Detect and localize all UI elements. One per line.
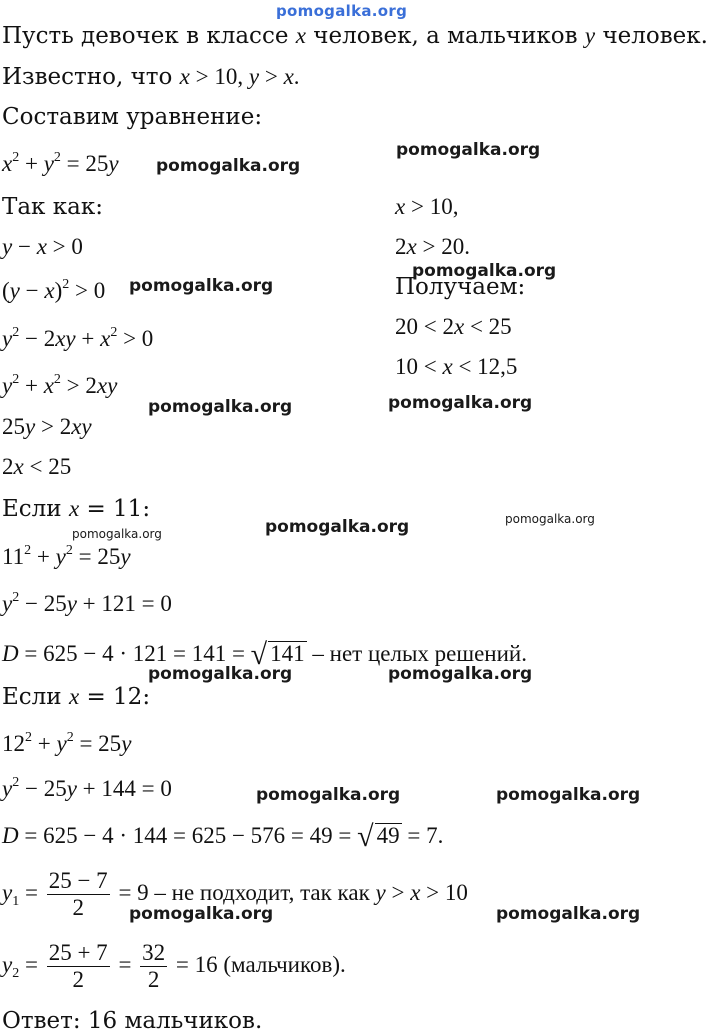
equation-main: $x^2 + y^2 = 25y$ bbox=[2, 150, 119, 176]
right-10-x-12-5: 10 < x < 12,5 bbox=[395, 354, 518, 379]
sqrt-141: 141 bbox=[270, 641, 305, 666]
root-y1: $y_1$ = $\frac{25 - 7}{2}$ = 9 – не подходит, так как y > x > 10 bbox=[2, 868, 468, 920]
right-20-2x-25: 20 < 2x < 25 bbox=[395, 314, 512, 339]
watermark: pomogalka.org bbox=[396, 140, 541, 160]
watermark: pomogalka.org bbox=[265, 517, 410, 537]
text-eq-7: = 7. bbox=[407, 823, 444, 848]
discriminant-49: D = 625 − 4 · 144 = 625 − 576 = 49 = √ 49 = 7. bbox=[2, 820, 444, 853]
answer-line: Ответ: 16 мальчиков. bbox=[2, 1008, 263, 1034]
eq-quad-144: $y^2 - 25y + 144 = 0$ bbox=[2, 775, 172, 801]
y1-numerator: 25 − 7 bbox=[48, 868, 108, 893]
watermark: pomogalka.org bbox=[148, 664, 293, 684]
watermark: pomogalka.org bbox=[496, 904, 641, 924]
y2-mid-denominator: 2 bbox=[147, 967, 160, 992]
eq-quad-121: $y^2 - 25y + 121 = 0$ bbox=[2, 590, 172, 616]
ineq-expand: $y^2 - 2xy + x^2 > 0$ bbox=[2, 325, 154, 351]
line-known: Известно, что x > 10, y > x. bbox=[2, 64, 300, 90]
line-intro: Пусть девочек в классе x человек, а мальчиков y человек. bbox=[2, 23, 708, 49]
watermark: pomogalka.org bbox=[148, 397, 293, 417]
watermark: pomogalka.org bbox=[496, 785, 641, 805]
ineq-y-minus-x: y − x > 0 bbox=[2, 234, 83, 259]
watermark: pomogalka.org bbox=[388, 393, 533, 413]
eq-12-sq: $12^2 + y^2 = 25y$ bbox=[2, 730, 132, 756]
watermark: pomogalka.org bbox=[256, 785, 401, 805]
text-16-boys: = 16 (мальчиков). bbox=[175, 951, 346, 977]
sqrt-49: 49 bbox=[376, 823, 400, 848]
watermark: pomogalka.org bbox=[129, 276, 274, 296]
line-since: Так как: bbox=[2, 194, 103, 220]
eq-11-sq: $11^2 + y^2 = 25y$ bbox=[2, 543, 131, 569]
watermark: pomogalka.org bbox=[412, 261, 557, 281]
line-compose: Составим уравнение: bbox=[2, 104, 263, 130]
y2-mid-numerator: 32 bbox=[142, 940, 166, 965]
case-x-11: Если x = 11: bbox=[2, 496, 151, 522]
text-no-int-solutions: – нет целых решений. bbox=[312, 641, 527, 666]
ineq-2x-lt-25: 2x < 25 bbox=[2, 454, 72, 479]
watermark: pomogalka.org bbox=[129, 904, 274, 924]
text-intro-2: человек, а мальчиков bbox=[313, 23, 578, 49]
ineq-square: $(y - x)^2 > 0$ bbox=[2, 277, 106, 303]
ineq-sum: $y^2 + x^2 > 2xy$ bbox=[2, 372, 118, 398]
y1-denominator: 2 bbox=[72, 895, 84, 920]
text-known: Известно, что bbox=[2, 64, 173, 90]
right-get: Получаем: bbox=[395, 274, 526, 300]
right-2x-gt-20: 2x > 20. bbox=[395, 234, 470, 259]
watermark: pomogalka.org bbox=[388, 664, 533, 684]
watermark: pomogalka.org bbox=[156, 156, 301, 176]
text-intro-3: человек. bbox=[602, 23, 708, 49]
case-x-12: Если x = 12: bbox=[2, 684, 151, 710]
y2-numerator: 25 + 7 bbox=[48, 940, 108, 965]
text-intro-1: Пусть девочек в классе bbox=[2, 23, 289, 49]
root-y2: $y_2$ = $\frac{25 + 7}{2}$ = $\frac{32}{2}$ = 16 (мальчиков). bbox=[2, 940, 346, 992]
watermark-top: pomogalka.org bbox=[276, 2, 408, 20]
watermark: pomogalka.org bbox=[72, 527, 162, 541]
y2-denominator: 2 bbox=[72, 967, 84, 992]
ineq-25y: 25y > 2xy bbox=[2, 414, 92, 439]
watermark: pomogalka.org bbox=[505, 512, 595, 526]
right-x-gt-10: x > 10, bbox=[395, 194, 459, 219]
discriminant-141: D = 625 − 4 · 121 = 141 = √ 141 – нет целых решений. bbox=[2, 638, 527, 671]
